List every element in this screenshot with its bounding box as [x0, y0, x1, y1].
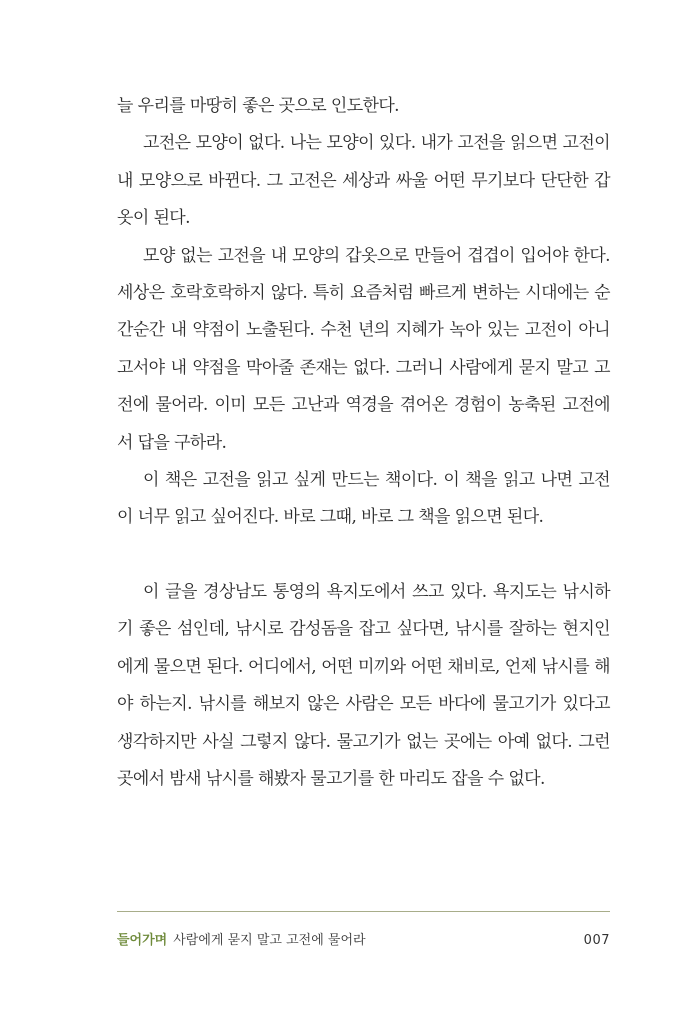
- text-line: 늘 우리를 마땅히 좋은 곳으로 인도한다.: [117, 96, 399, 116]
- footer-divider: [117, 911, 610, 912]
- text-line: 곳에서 밤새 낚시를 해봤자 물고기를 한 마리도 잡을 수 없다.: [117, 769, 545, 790]
- text-line: 고서야 내 약점을 막아줄 존재는 없다. 그러니 사람에게 묻지 말고 고: [117, 357, 610, 378]
- text-line: 이 너무 읽고 싶어진다. 바로 그때, 바로 그 책을 읽으면 된다.: [117, 507, 544, 528]
- text-line: 야 하는지. 낚시를 해보지 않은 사람은 모든 바다에 물고기가 있다고: [117, 694, 610, 715]
- text-line: 고전은 모양이 없다. 나는 모양이 있다. 내가 고전을 읽으면 고전이: [143, 133, 610, 154]
- page-footer: [117, 930, 610, 952]
- paragraph-1: [117, 88, 610, 125]
- text-line: 세상은 호락호락하지 않다. 특히 요즘처럼 빠르게 변하는 시대에는 순: [117, 282, 610, 303]
- text-line: 전에 물어라. 이미 모든 고난과 역경을 겪어온 경험이 농축된 고전에: [117, 395, 610, 416]
- text-line: 생각하지만 사실 그렇지 않다. 물고기가 없는 곳에는 아예 없다. 그런: [117, 731, 610, 752]
- text-line: 옷이 된다.: [117, 208, 190, 229]
- paragraph-gap: [117, 537, 610, 574]
- paragraph-4: [117, 462, 610, 537]
- footer-chapter-title: 사람에게 묻지 말고 고전에 물어라: [173, 933, 366, 948]
- text-line: 이 책은 고전을 읽고 싶게 만드는 책이다. 이 책을 읽고 나면 고전: [143, 469, 610, 490]
- text-line: 기 좋은 섬인데, 낚시로 감성돔을 잡고 싶다면, 낚시를 잘하는 현지인: [117, 619, 610, 640]
- page-number: 007: [583, 933, 610, 948]
- paragraph-3: [117, 238, 610, 462]
- footer-section-label: 들어가며: [117, 933, 168, 948]
- text-line: 내 모양으로 바뀐다. 그 고전은 세상과 싸울 어떤 무기보다 단단한 갑: [117, 170, 610, 191]
- text-line: 서 답을 구하라.: [117, 432, 227, 453]
- text-line: 에게 물으면 된다. 어디에서, 어떤 미끼와 어떤 채비로, 언제 낚시를 해: [117, 656, 610, 677]
- body-text: [117, 88, 610, 798]
- text-line: 이 글을 경상남도 통영의 욕지도에서 쓰고 있다. 욕지도는 낚시하: [143, 582, 610, 603]
- text-line: 간순간 내 약점이 노출된다. 수천 년의 지혜가 녹아 있는 고전이 아니: [117, 320, 610, 341]
- paragraph-5: [117, 574, 610, 798]
- paragraph-2: [117, 125, 610, 237]
- text-line: 모양 없는 고전을 내 모양의 갑옷으로 만들어 겹겹이 입어야 한다.: [143, 245, 610, 266]
